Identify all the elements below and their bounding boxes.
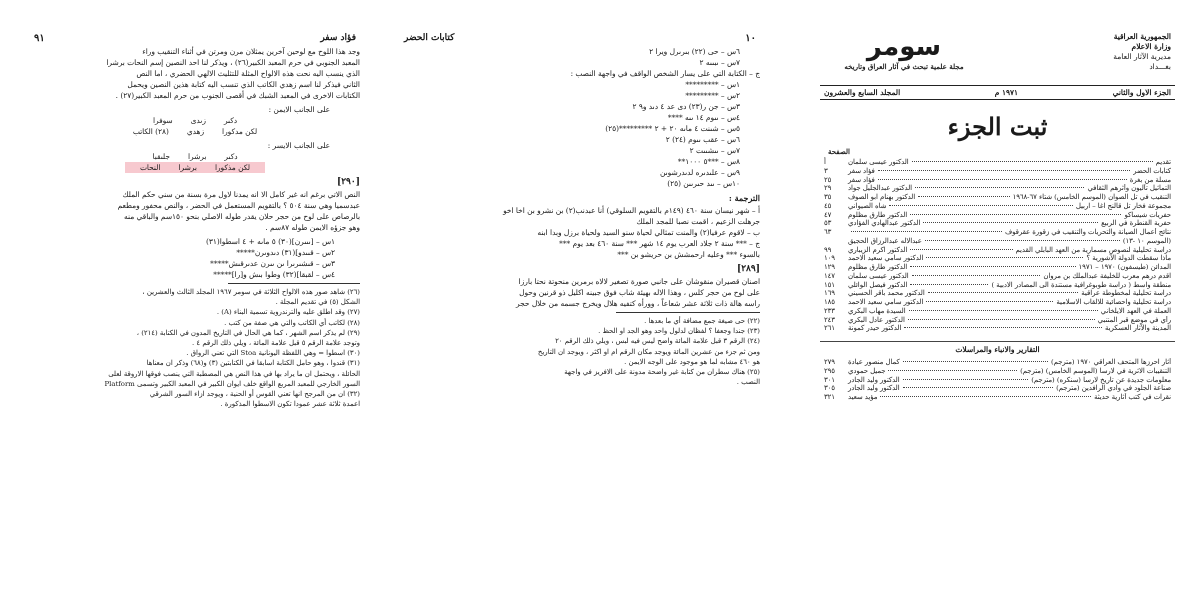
toc-entry-title: نتائج أعمال الصيانة والتحريات والتنقيب في زقورة عقرقوف <box>1005 228 1171 236</box>
middle-page-number: ١٠ <box>745 32 756 44</box>
script-line: ٧س – ىبىىه ٢ <box>699 58 740 67</box>
toc-entry <box>820 281 1175 290</box>
middle-lines-a <box>400 46 760 68</box>
toc-leader-dots <box>915 187 1084 188</box>
right-page <box>820 30 1175 570</box>
toc-entry-page: ١٥١ <box>824 280 835 289</box>
toc-entry <box>820 367 1175 376</box>
inscription-row <box>30 126 360 137</box>
toc-entry-title: (الموسم ١٠ -١٣) <box>1122 236 1171 245</box>
toc-leader-dots <box>925 240 1120 241</box>
toc-title: ثبت الجزء <box>947 112 1048 141</box>
toc-entry-title: رأي في موضع قبر المتنبي <box>1097 315 1171 324</box>
journal-logo <box>824 32 984 71</box>
translation-label: الترجمة : <box>728 193 760 203</box>
masthead-line: وزارة الاعلام <box>1131 42 1171 51</box>
toc-entry <box>820 393 1175 402</box>
text-line: جرهلت الزعيم ، اقمت نصبا للمجد الملك <box>636 217 760 226</box>
toc-entry-page: ٢٥ <box>824 175 832 184</box>
inscription-row <box>30 115 360 126</box>
toc-entry <box>820 228 1175 237</box>
footnote-line: (٢٩) لم يذكر اسم الشهر ، كما هي الحال في التاريخ المدون في الكتابة (٢١٤) ، <box>136 328 360 337</box>
footnote-line: السور الخارجي للمعبد المربع الواقع خلف ايوان الكبير في المعبد الكبير وتسمى Platform <box>104 379 360 388</box>
toc-entry <box>820 289 1175 298</box>
toc-entry-title: التنقيب في تل الصوان (الموسم الخامس) شتاء ٦٧-١٩٦٨ <box>1012 193 1171 201</box>
toc-entry-page: ٤٥ <box>824 201 832 210</box>
middle-page-header <box>400 30 760 46</box>
toc-entry <box>820 167 1175 176</box>
toc-entry <box>820 307 1175 316</box>
left-side-label: على الجانب الايسر : <box>267 141 330 150</box>
toc-entry-author: فؤاد سفر <box>848 166 875 175</box>
toc-entry-author: الدكتور محمد باقر الحسيني <box>848 289 925 298</box>
text-line: بالرصاص على لوح من حجر حلان يقدر طوله الاصلي بنحو ١٥٠سم والباقي منه <box>124 212 360 221</box>
toc-entry-page: ٢٧٩ <box>824 358 835 366</box>
text-line: النص الاتي برغم انه غير كامل الا انه يمدنا لاول مرة بسنة من سني حكم الملك <box>122 190 360 199</box>
toc-entry-author: السيدة مهاب البكري <box>848 306 906 315</box>
toc-entry-author: الدكتور عيسى سلمان <box>848 271 909 280</box>
toc-entry <box>820 298 1175 307</box>
text-line: راسه هالة ذات ثلاثة عشر شعاعاً ، وورأه كتفيه هلال ويخرج جسمه من خلال حجر <box>516 299 760 308</box>
toc-entry-page: أ <box>824 158 826 166</box>
toc-entry-author: الدكتور سامي سعيد الاحمد <box>848 254 924 263</box>
masthead <box>820 30 1175 86</box>
toc-entry-author: الدكتور طارق مظلوم <box>848 263 908 271</box>
left-running-header: فؤاد سفر <box>320 33 356 43</box>
toc-entry-page: ٣٠١ <box>824 375 835 384</box>
volume-parts: الجزء الاول والثاني <box>1112 88 1171 97</box>
inscription-word: سوفرا <box>152 116 173 125</box>
toc-leader-dots <box>910 266 1075 267</box>
inscription-word: زىدى <box>190 116 206 125</box>
toc-entry <box>820 219 1175 228</box>
toc-entry <box>820 237 1175 246</box>
footnote-divider <box>228 283 360 284</box>
left-page-number: ٩١ <box>34 32 45 44</box>
toc-entry-title: العملة في العهد الايلخاني <box>1100 306 1171 315</box>
toc-entry-author: الدكتور اكرم الزيباري <box>848 245 908 254</box>
volume-bar <box>820 86 1175 100</box>
toc-entry <box>820 272 1175 281</box>
text-line: الكتابات الاخرى في المعبد الشبك في أقصى الجنوب من حرم المعبد الكبير(٢٧) . <box>115 91 360 100</box>
toc-leader-dots <box>878 170 1130 171</box>
toc-entry-page: ٣٠٥ <box>824 384 835 393</box>
toc-entry <box>820 158 1175 167</box>
toc-entry-title: دراسة تحليلية لنصوص مسمارية من العهد البابلي القديم <box>1015 245 1171 254</box>
inscription-row <box>30 151 360 162</box>
toc-page-header: الصفحة <box>828 147 850 156</box>
toc-entry <box>820 263 1175 272</box>
section-number: [٢٨٩] <box>736 264 760 274</box>
volume-year: ١٩٧١ م <box>994 88 1019 97</box>
toc-entry-title: مسلة من بغرة <box>1129 175 1171 184</box>
toc-entry-author: الدكتور سامي سعيد الاحمد <box>848 298 924 306</box>
toc-entry-title: تقديم <box>1155 158 1171 166</box>
text-line: وهو جزؤه الايمن طوله ٨٧سم . <box>265 223 360 232</box>
toc-entry-page: ٢٦١ <box>824 324 835 333</box>
toc-entry <box>820 324 1175 333</box>
left-script-block <box>30 236 360 280</box>
inscription-word: النحات <box>139 163 161 172</box>
translation-body <box>400 205 760 260</box>
inscription-word: لكن مدكورا <box>222 127 258 136</box>
toc-entry-title: التنقيبات الاثرية في لارسا (الموسم الخامس) (مترجم) <box>1020 366 1171 375</box>
toc-entry-page: ٩٩ <box>824 245 832 254</box>
toc-entry-author: جميل حمودي <box>848 366 886 375</box>
toc-entry <box>820 184 1175 193</box>
left-footnotes <box>30 287 360 409</box>
toc-entry-title: المدينة والآثار العسكرية <box>1105 324 1171 333</box>
toc-entry <box>820 246 1175 255</box>
text-line: عبدسميا وهي سنة ٥٠٤ ؟ بالتقويم المستعمل في الحضر ، والنص محفور ومطعم <box>117 201 360 210</box>
footnote-line: (٢٤) الرقم ٣ قبل علامة المائة واضح ليس فيه لبس ، ويلي ذلك الرقم ٢٠ <box>555 337 760 346</box>
toc-entry <box>820 176 1175 185</box>
right-side-label: على الجانب الايمن : <box>268 105 330 114</box>
toc-entry-page: ١٦٩ <box>824 289 835 298</box>
toc-leader-dots <box>909 310 1098 311</box>
script-line: ٥س – شىنت ٤ ماىه ٢٠ + ٢ *********(٢٥) <box>605 124 740 133</box>
toc-entry-title: دراسة تحليلية لمخطوطة عراقية <box>1081 289 1171 298</box>
footnote-line: (٢٨) لكاتب أي الكاتب والتي هي صفة من كتب . <box>224 318 360 327</box>
toc-entry-author: شاه الصيواني <box>848 201 887 210</box>
script-line: ٦س – حى (٢٢) بىرىرل ويرا ٢ <box>649 47 740 56</box>
script-line: ٦س – عقب ىىوم (٢٤) ٢ <box>665 135 740 144</box>
toc-leader-dots <box>878 179 1127 180</box>
toc-entry-author: الدكتور عبدالجليل جواد <box>848 184 913 193</box>
footnote-line: (٣٠) اسطوا = وهي اللفظة اليونانية Stoa التي تعني الرواق . <box>186 349 360 358</box>
toc-leader-dots <box>910 284 988 285</box>
toc-leader-dots <box>889 205 1072 206</box>
text-line: اصنان قصيران منقوشان على جانبي صورة تصغير لالاه برمرين منحوتة نحتا بارزا <box>518 277 760 286</box>
toc-entry <box>820 376 1175 385</box>
script-line: ٤س – ىىوم ١٤ ىىه **** <box>667 113 740 122</box>
toc-entry-page: ٣ <box>824 166 828 175</box>
toc-entry-author: الدكتور طارق مظلوم <box>848 210 908 219</box>
toc-entry-page: ٣٥ <box>824 193 832 201</box>
toc-entry-page: ٢٣٣ <box>824 306 835 315</box>
toc-leader-dots <box>912 161 1153 162</box>
toc-list <box>820 158 1175 333</box>
text-line: المعبد الجنوبي في حرم المعبد الكبير(٢٦) ، ويذكر لنا احد النصين إسم النحات برشرا <box>106 58 360 67</box>
toc-entry-page: ٦٣ <box>824 228 832 236</box>
toc-entry-page: ١٤٧ <box>824 271 835 280</box>
script-line: ١٠س – ىىد حىرىىن (٢٥) <box>667 179 740 188</box>
volume-label: المجلد السابع والعشرون <box>824 88 901 97</box>
inscription-word: جلىقبا <box>152 152 170 161</box>
middle-page <box>400 30 760 570</box>
footnote-line: (٢٢) حى صيغة جمع مضافة أي ما بعدها . <box>644 317 760 325</box>
footnote-line: وتوجد علامة الرقم ٥ قبل علامة المائة ، ويلي ذلك الرقم ٤ . <box>192 339 360 348</box>
footnote-line: اعمدة ثلاثة عشر عمودا تكون الاسطوا المذكورة . <box>220 400 360 409</box>
toc-leader-dots <box>851 231 1002 232</box>
caption-c: ج – الكتابة التي على يسار الشخص الواقف في واجهة النصب : <box>570 69 760 78</box>
toc-entry-author: الدكتور فيصل الوائلي <box>848 280 908 289</box>
toc-leader-dots <box>926 257 1083 258</box>
toc-leader-dots <box>903 387 1053 388</box>
toc-leader-dots <box>923 222 1098 223</box>
toc-entry-page: ٢٤٣ <box>824 315 835 324</box>
toc-entry-title: اقدم درهم معرب للخليفة عبدالملك بن مروان <box>1043 271 1171 280</box>
toc-entry-author: الدكتور عيسى سلمان <box>848 158 909 166</box>
text-line: على لوح من حجر كلس ، وهذا الاله بهيئة شاب فوق جبينه اكليل ذو قرنين وحول <box>519 288 760 297</box>
text-line: ج – *** سنة ٢ جلاد العرب يوم ١٤ شهر *** سنة ٤٦٠ بعد يوم *** <box>559 239 760 248</box>
toc-leader-dots <box>918 196 1009 197</box>
footnote-line: (٣٢) ان من المرجح انها تعني القوس أو الحنية ، ويوجد ازاء السور الشرقي <box>149 390 360 399</box>
script-line: ١س – ********* <box>685 80 740 89</box>
toc-entry-title: دراسة تحليلية واحصائية للالقاب الاسلامية <box>1056 298 1171 306</box>
toc-leader-dots <box>926 301 1053 302</box>
toc-leader-dots <box>904 327 1102 328</box>
highlighted-inscription-row <box>125 162 265 173</box>
toc-entry-page: ١٠٩ <box>824 254 835 263</box>
footnote-line: الشكل (٥) في تقديم المجلة . <box>275 298 360 307</box>
inscription-word: دكىر <box>223 116 238 125</box>
toc-entry-page: ١٢٩ <box>824 263 835 271</box>
middle-section-body <box>400 276 760 309</box>
toc-entry <box>820 202 1175 211</box>
left-page <box>30 30 360 570</box>
footnote-line: (٣١) قندوا ، وهو حامل الكتابة اسابقا في الكتابتين (٣) و(٦٨) وذكر ان معناها <box>146 359 360 368</box>
text-line: الذي ينسب اليه نحت هذه الالواح المثلة للتثليث الالهي الحضري ، اما النص <box>136 69 360 78</box>
inscription-word: برشرا <box>178 163 197 172</box>
toc-entry-author: الدكتور عبدالهادي الفؤادي <box>848 219 921 228</box>
text-line: وجد هذا اللوح مع لوحين آخرين يمثلان مرن ومرتن في أثناء التنقيب وراء <box>142 47 360 56</box>
section-number: [٢٩٠] <box>336 177 360 187</box>
toc-entry-title: نقرات في كتب آثارية حديثة <box>1094 393 1171 401</box>
subsection-title: التقارير والانباء والمراسلات <box>820 341 1175 354</box>
middle-footnotes <box>400 316 760 387</box>
toc-entry-title: ماذا سقطت الدولة الآشورية ؟ <box>1086 254 1171 263</box>
footnote-line: (٢٣) جندا وجعفا ؟ لفظان لدلول واحد وهو الجد او الحظ . <box>598 327 760 336</box>
text-line: أ – شهر نيسان سنة ٤٦٠ (١٤٩م بالتقويم السلوقي) أنا عبدنب(٢) بن نشرو بن اخا اخو <box>503 206 760 215</box>
toc-entry-page: ٢٩٥ <box>824 366 835 375</box>
toc-entry-author: مؤيد سعيد <box>848 393 878 401</box>
toc-entry-title: منطقة واسط ( دراسة طوبوغرافية مستندة الى المصادر الادبية ) <box>991 280 1171 289</box>
toc-entry <box>820 254 1175 263</box>
script-line: ١س – [ىىىرن](٣٠) ٥ ماىه + ٤ اسطوا(٣١) <box>206 237 335 246</box>
footnote-line: هو ٤٦٠ مشابه لما هو موجود على الوجه الايمن . <box>624 357 760 366</box>
toc-entry-title: حفرية القنطرة في الربيع <box>1101 219 1171 228</box>
toc-entry-title: التماثيل تآليون وأثرهم الثقافي <box>1087 184 1171 193</box>
toc-entry-page: ١٨٥ <box>824 298 835 306</box>
footnote-line: الحائلة ، ويحتمل ان ما يراد بها في هذا النص هي المصطبة التي ينصب فوقها الاروقة لعلى <box>108 369 360 378</box>
toc-leader-dots <box>912 275 1041 276</box>
toc-leader-dots <box>928 292 1079 293</box>
toc-entry-title: حفريات شيساكو <box>1124 210 1171 219</box>
toc-leader-dots <box>888 370 1017 371</box>
left-intro <box>30 46 360 101</box>
footnote-divider <box>616 312 760 313</box>
footnote-line: (٢٥) هناك سطران من كتابة غير واضحة مدونة على الافريز في واجهة <box>564 368 760 377</box>
toc-entry-page: ٥٣ <box>824 219 832 228</box>
toc-entry-author: كمال منصور عيادة <box>848 358 900 366</box>
script-line: ٤س – لقبقا](٣٢) وطوا بىش و[را]***** <box>213 270 335 279</box>
footnote-line: (٢٦) شاهد صور هذه الالواح الثلاثة في سومر ١٩٦٧ المجلد الثالث والعشرين ، <box>142 288 360 296</box>
toc-entry-author: فؤاد سفر <box>848 175 875 184</box>
toc-entry <box>820 384 1175 393</box>
toc-leader-dots <box>880 396 1091 397</box>
script-line: ٩س – علىدىره لدىدرشوىن <box>659 168 740 177</box>
masthead-line: مديرية الآثار العامة <box>1113 52 1171 61</box>
toc-leader-dots <box>903 361 1048 362</box>
toc-entry-author: الدكتور عادل البكري <box>848 315 905 324</box>
inscription-word: برشرا <box>187 152 207 161</box>
inscription-word: لكن مذكورا <box>214 163 251 172</box>
toc-entry-title: صناعة الجلود في وادي الرافدين (مترجم) <box>1056 384 1171 393</box>
footnote-line: (٢٧) وقد اطلق عليه والترندروية تسمية البناء (A) . <box>216 308 360 317</box>
toc-entry <box>820 211 1175 220</box>
toc-leader-dots <box>908 319 1095 320</box>
footnote-line: ومن ثم جزء من عشرين المائة ويوجد مكان الرقم ام او اكثر ، ويوجد ان التاريخ <box>537 347 760 356</box>
text-line: الثاني فيذكر لنا اسم زهدي الكاتب الذي تنسب اليه كتابة هذين النصين ويحمل <box>127 80 360 89</box>
toc-entry-author: الدكتور وليد الجادر <box>848 384 900 393</box>
toc-entry-author: الدكتور وليد الجادر <box>848 375 900 384</box>
toc-entry-author: الدكتور بهنام ابو الصوف <box>848 193 916 201</box>
left-section-body <box>30 189 360 233</box>
toc-leader-dots <box>903 379 1029 380</box>
masthead-info <box>1061 32 1171 72</box>
footnote-line: النصب . <box>736 378 760 387</box>
toc-entry <box>820 358 1175 367</box>
journal-subtitle: مجلة علمية تبحث في آثار العراق وتاريخه <box>844 62 964 71</box>
script-line: ٣س – جن ر(٢٣) دى عد ٤ دىد و٩ ٢ <box>632 102 740 111</box>
middle-lines-c <box>400 79 760 189</box>
subsection-list <box>820 358 1175 402</box>
text-line: ب – لاقوم عرفيا(٢) والمنت تمثالي لحياة سنو السيد ولحياة برزل وبدا ابنه <box>537 228 760 237</box>
inscription-word: (٢٨) الكاتب <box>132 127 169 136</box>
toc-entry-author: الدكتور حيدر كمونة <box>848 324 902 333</box>
toc-entry-title: كتابات الحضر <box>1133 166 1171 175</box>
toc-entry-page: ٢٩ <box>824 184 832 193</box>
middle-running-header: كتابات الحضر <box>404 33 455 43</box>
text-line: بالسوء *** وعليه ارحمشش بن حريشو بن *** <box>617 250 760 259</box>
script-line: ٣س – قىشىرىرا ىن ىىرن عدىرقىش***** <box>210 259 335 268</box>
script-line: ٢س – قىىدو](٣١) دىدوىرن***** <box>236 248 335 257</box>
toc-entry-title: مجموعة فخار تل قالنج اغا – اربيل <box>1075 201 1171 210</box>
toc-leader-dots <box>910 214 1121 215</box>
logo-text: سومر <box>866 32 942 62</box>
toc-entry-title: المدائن (طيسفون) ١٩٧٠ – ١٩٧١ <box>1078 263 1171 271</box>
masthead-line: بغـــداد <box>1149 62 1171 71</box>
toc-entry-author: عبدالاله عبدالرزاق الحجيق <box>848 236 922 245</box>
toc-entry-page: ٣٢١ <box>824 393 835 401</box>
inscription-word: دكىر <box>224 152 238 161</box>
script-line: ٧س – ىىشىىت ٢ <box>689 146 740 155</box>
script-line: ٨س – ***٥ ١٠٠٠** <box>677 157 740 166</box>
toc-entry-page: ٤٧ <box>824 210 832 219</box>
toc-leader-dots <box>910 249 1012 250</box>
toc-entry-title: معلومات جديدة عن تاريخ لارسا (سنكره) (مترجم) <box>1031 375 1171 384</box>
toc-entry-title: آثار احرزها المتحف العراقي ١٩٧٠ (مترجم) <box>1051 358 1171 366</box>
script-line: ٢س – ********* <box>685 91 740 100</box>
left-page-header <box>30 30 360 46</box>
toc-entry <box>820 316 1175 325</box>
toc-entry <box>820 193 1175 202</box>
inscription-word: زهدي <box>186 127 205 136</box>
masthead-line: الجمهورية العراقية <box>1113 32 1171 41</box>
